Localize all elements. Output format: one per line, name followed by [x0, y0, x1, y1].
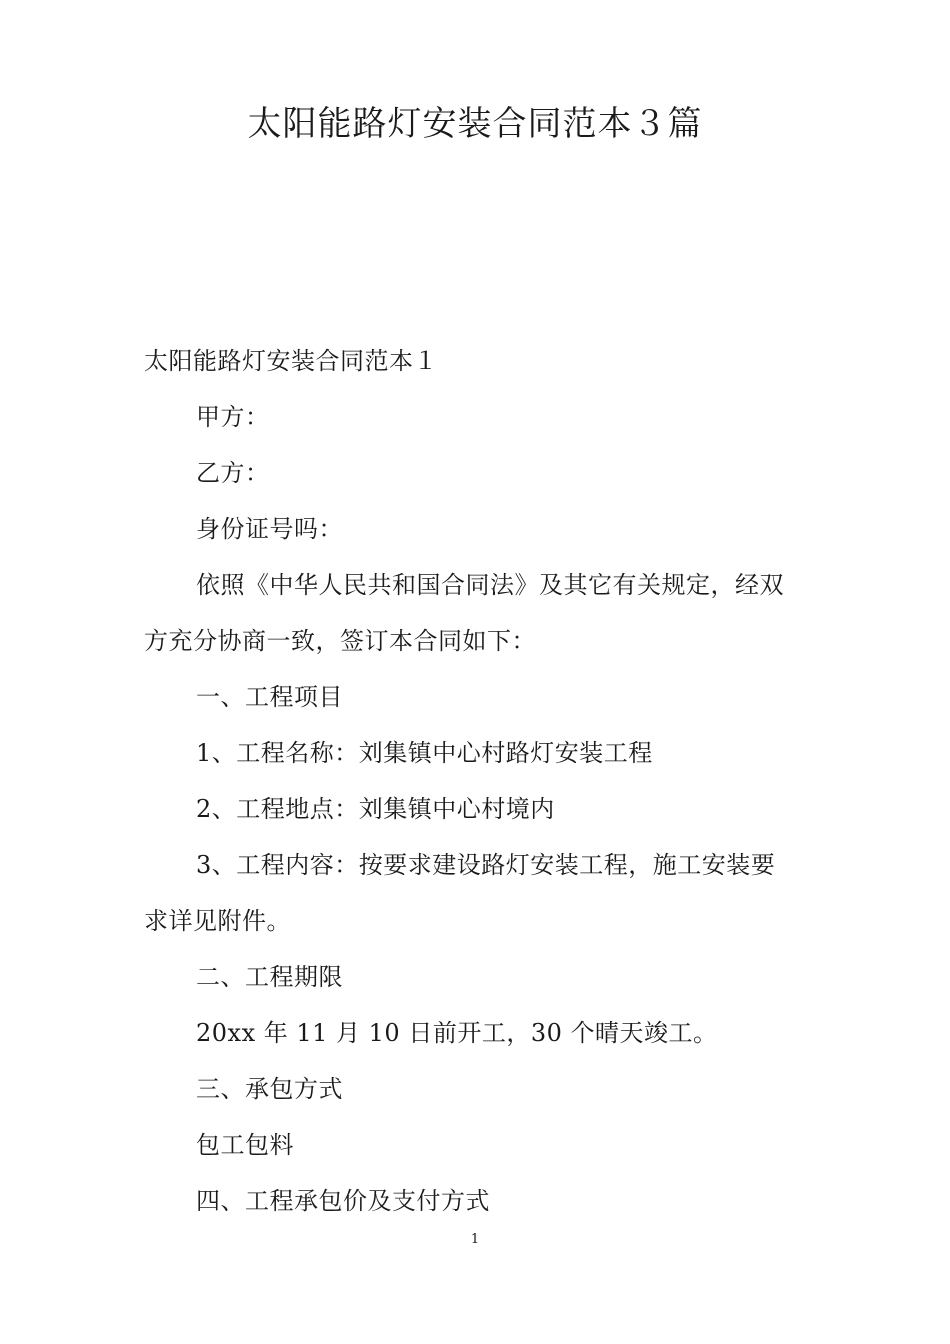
- project-location-item: 2、工程地点：刘集镇中心村境内: [196, 795, 555, 823]
- intro-paragraph-line-2: 方充分协商一致，签订本合同如下：: [144, 627, 536, 655]
- section-heading: 太阳能路灯安装合同范本１: [144, 347, 438, 375]
- party-b-label: 乙方：: [196, 459, 270, 487]
- project-content-line-2: 求详见附件。: [144, 907, 291, 935]
- section-1-title: 一、工程项目: [196, 683, 343, 711]
- page-number: 1: [470, 1232, 480, 1247]
- section-4-title: 四、工程承包价及支付方式: [196, 1187, 490, 1215]
- project-name-item: 1、工程名称：刘集镇中心村路灯安装工程: [196, 739, 653, 767]
- section-3-title: 三、承包方式: [196, 1075, 343, 1103]
- intro-paragraph-line-1: 依照《中华人民共和国合同法》及其它有关规定，经双: [196, 571, 784, 599]
- document-title: 太阳能路灯安装合同范本３篇: [247, 104, 703, 144]
- id-number-label: 身份证号吗：: [196, 515, 343, 543]
- contract-mode-text: 包工包料: [196, 1131, 294, 1159]
- schedule-text: 20xx 年 11 月 10 日前开工，30 个晴天竣工。: [196, 1019, 718, 1047]
- party-a-label: 甲方：: [196, 403, 270, 431]
- project-content-line-1: 3、工程内容：按要求建设路灯安装工程，施工安装要: [196, 851, 776, 879]
- section-2-title: 二、工程期限: [196, 963, 343, 991]
